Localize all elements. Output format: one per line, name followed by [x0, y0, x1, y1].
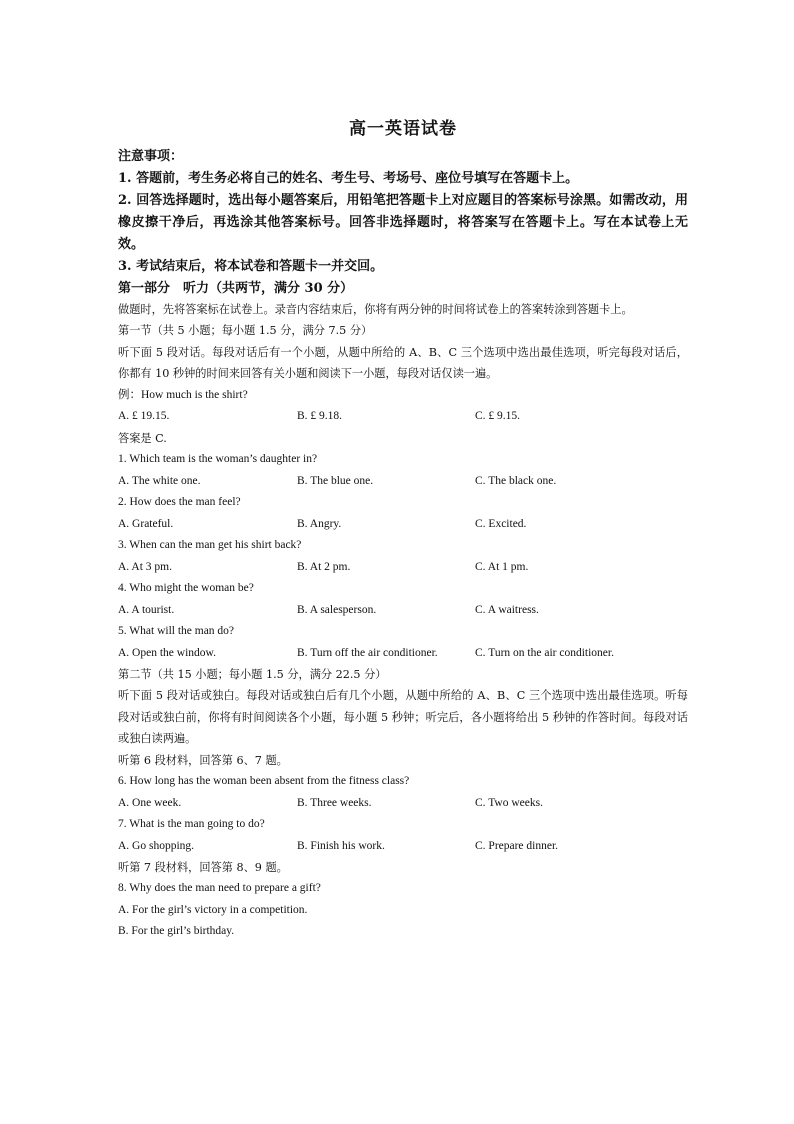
question-6-options [118, 793, 688, 815]
question-8-option-b: B. For the girl’s birthday. [118, 925, 235, 938]
material-7-note: 听第 7 段材料，回答第 8、9 题。 [118, 861, 288, 875]
option-b: B. Three weeks. [297, 796, 372, 809]
exam-page [118, 118, 688, 943]
section2-instructions: 听下面 5 段对话或独白。每段对话或独白后有几个小题，从题中所给的 A、B、C 三个选项中选出最佳选项。听每段对话或独白前，你将有时间阅读各个小题，每小题 5 秒钟；听完后，各小题将给出 5 秒钟的作答时间。每段对话或独白读两遍。 [118, 689, 688, 746]
section1-title: 第一节（共 5 小题；每小题 1.5 分，满分 7.5 分） [118, 324, 373, 338]
question-7-options [118, 836, 688, 858]
page-title: 高一英语试卷 [349, 119, 457, 139]
question-8: 8. Why does the man need to prepare a gift? [118, 882, 321, 895]
question-5-options [118, 643, 688, 665]
question-3-options [118, 557, 688, 579]
option-a: A. Go shopping. [118, 839, 195, 852]
question-5: 5. What will the man do? [118, 625, 235, 638]
notice-item-1: 1. 答题前，考生务必将自己的姓名、考生号、考场号、座位号填写在答题卡上。 [118, 170, 579, 186]
question-1: 1. Which team is the woman’s daughter in? [118, 453, 318, 466]
option-c: C. Two weeks. [475, 796, 543, 809]
option-c: C. Turn on the air conditioner. [475, 646, 614, 659]
option-b: B. Turn off the air conditioner. [297, 646, 438, 659]
question-7: 7. What is the man going to do? [118, 818, 265, 831]
option-c: C. A waitress. [475, 603, 539, 616]
example-question: 例：How much is the shirt? [118, 388, 248, 401]
option-a: A. A tourist. [118, 603, 175, 616]
question-3: 3. When can the man get his shirt back? [118, 539, 302, 552]
option-b: B. Finish his work. [297, 839, 385, 852]
question-2-options [118, 514, 688, 536]
question-1-options [118, 471, 688, 493]
option-a: A. £ 19.15. [118, 410, 170, 423]
option-c: C. £ 9.15. [475, 410, 521, 423]
option-b: B. At 2 pm. [297, 560, 351, 573]
section1-instructions: 听下面 5 段对话。每段对话后有一个小题，从题中所给的 A、B、C 三个选项中选出最佳选项，听完每段对话后，你都有 10 秒钟的时间来回答有关小题和阅读下一小题，每段对话仅读一遍。 [118, 345, 688, 381]
option-a: A. At 3 pm. [118, 560, 172, 573]
option-b: B. Angry. [297, 517, 342, 530]
option-c: C. Excited. [475, 517, 527, 530]
example-options [118, 406, 688, 428]
part1-title: 第一部分 听力（共两节，满分 30 分） [118, 280, 354, 296]
section2-title: 第二节（共 15 小题；每小题 1.5 分，满分 22.5 分） [118, 668, 387, 682]
notice-heading: 注意事项： [118, 149, 184, 164]
option-a: A. One week. [118, 796, 182, 809]
notice-section [118, 146, 688, 278]
question-2: 2. How does the man feel? [118, 496, 241, 509]
option-b: B. The blue one. [297, 474, 374, 487]
material-6-note: 听第 6 段材料，回答第 6、7 题。 [118, 753, 288, 767]
question-6: 6. How long has the woman been absent from the fitness class? [118, 775, 410, 788]
example-answer: 答案是 C. [118, 431, 167, 445]
part1-intro: 做题时，先将答案标在试卷上。录音内容结束后，你将有两分钟的时间将试卷上的答案转涂到答题卡上。 [118, 303, 633, 316]
option-c: C. At 1 pm. [475, 560, 529, 573]
option-b: B. £ 9.18. [297, 410, 343, 423]
option-a: A. The white one. [118, 474, 201, 487]
option-c: C. The black one. [475, 474, 557, 487]
question-4-options [118, 600, 688, 622]
notice-item-2: 2. 回答选择题时，选出每小题答案后，用铅笔把答题卡上对应题目的答案标号涂黑。如需改动，用橡皮擦干净后，再选涂其他答案标号。回答非选择题时，将答案写在答题卡上。写在本试卷上无效。 [118, 192, 688, 252]
question-4: 4. Who might the woman be? [118, 582, 254, 595]
notice-item-3: 3. 考试结束后，将本试卷和答题卡一并交回。 [118, 258, 384, 274]
option-c: C. Prepare dinner. [475, 839, 559, 852]
option-a: A. Grateful. [118, 517, 174, 530]
question-8-option-a: A. For the girl’s victory in a competition. [118, 903, 308, 916]
option-b: B. A salesperson. [297, 603, 377, 616]
option-a: A. Open the window. [118, 646, 216, 659]
